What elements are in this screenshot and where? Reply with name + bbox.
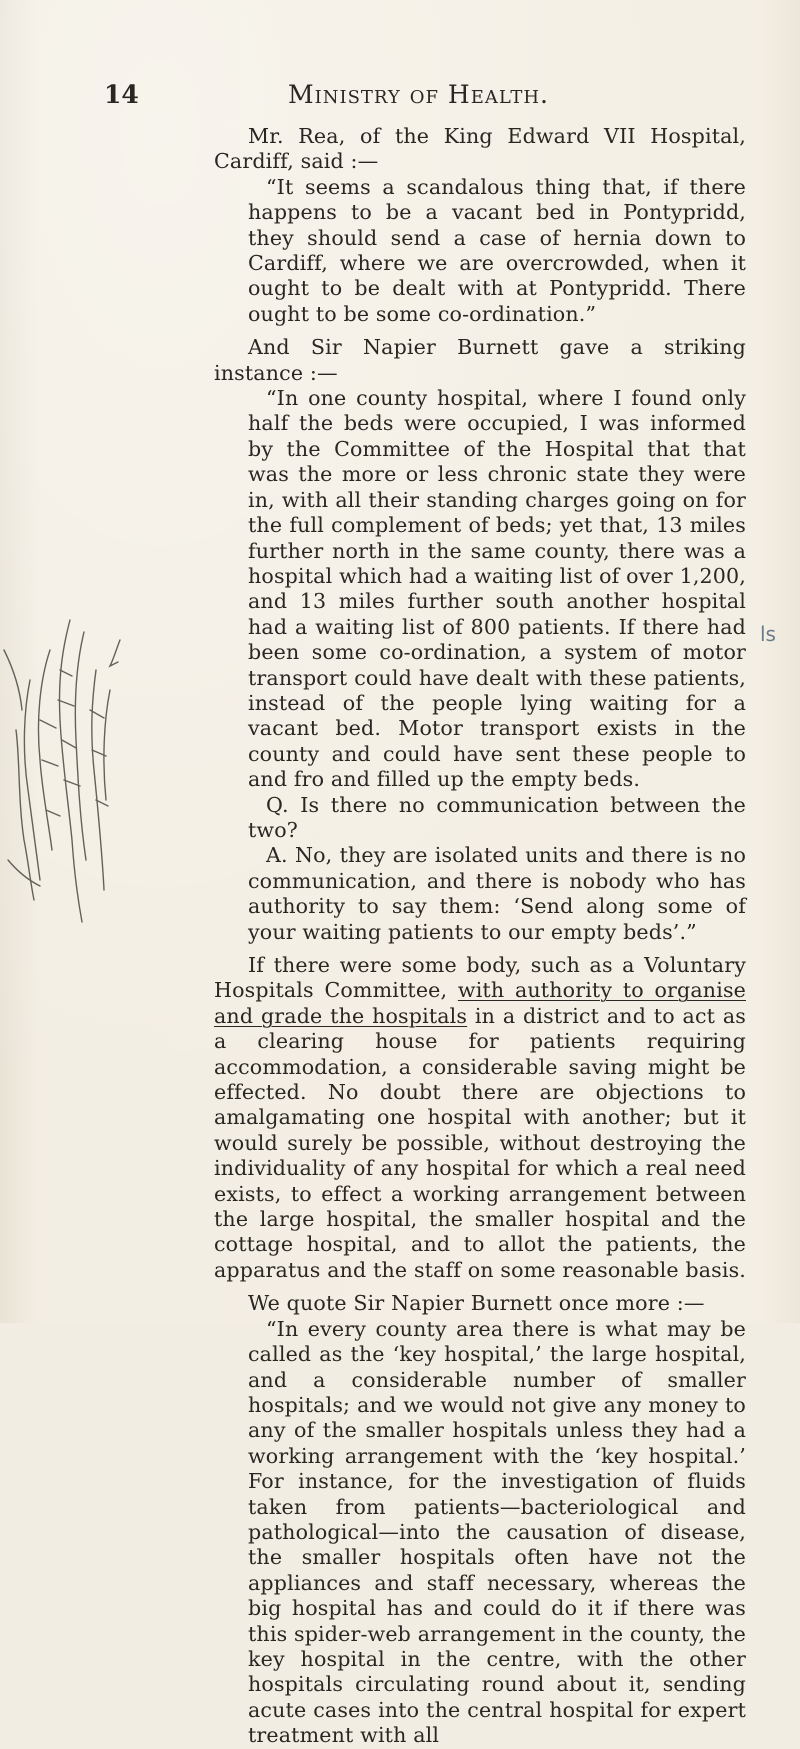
quote-burnett-first-text: “In one county hospital, where I found only half the beds were occupied, I was informed by the Committee of the Hospital that that was the more or less chronic state they were in, with all their standing charges going on for the full complement of beds; yet that, 13 miles further north in the same county, there was a hospital which had a waiting list of over 1,200, and 13 miles further south another hospital had a waiting list of 800 patients. If there had been some co-ordination, a system of motor transport could have dealt with these patients, instead of the people lying waiting for a vacant bed. Motor transport exists in the county and could have sent these people to and fro and filled up the empty beds.	[248, 386, 746, 792]
body-text	[214, 124, 746, 1749]
paragraph-burnett-intro: And Sir Napier Burnett gave a striking instance :—	[214, 335, 746, 385]
quote-burnett-second	[214, 1317, 746, 1749]
paragraph-rea-intro: Mr. Rea, of the King Edward VII Hospital, Cardiff, said :—	[214, 124, 746, 174]
margin-note: ls	[760, 622, 776, 646]
running-head: Ministry of Health.	[288, 80, 550, 109]
quote-answer: A. No, they are isolated units and there is no communication, and there is nobody who has authority to say them: ‘Send along some of your waiting patients to our empty beds’.”	[248, 843, 746, 944]
margin-scribble-drawing	[0, 610, 130, 930]
quote-question: Q. Is there no communication between the two?	[248, 792, 746, 842]
paragraph-burnett-again: We quote Sir Napier Burnett once more :—	[248, 1291, 705, 1316]
quote-burnett-second-text: “In every county area there is what may be called as the ‘key hospital,’ the large hospital, and a considerable number of smaller hospitals; and we would not give any money to any of the smaller hospitals unless they had a working arrangement with the ‘key hospital.’ For instance, for the investigation of fluids taken from patients—bacteriological and pathological—into the causation of disease, the smaller hospitals often have not the appliances and staff necessary, whereas the big hospital has and could do it if there was this spider-web arrangement in the county, the key hospital in the centre, with the other hospitals circulating round about it, sending acute cases into the central hospital for expert treatment with all	[248, 1316, 746, 1748]
page-number: 14	[104, 80, 139, 109]
quote-rea-text: “It seems a scandalous thing that, if there happens to be a vacant bed in Pontypridd, they should send a case of hernia down to Cardiff, where we are overcrowded, when it ought to be dealt with at Pontypridd. There ought to be some co-ordination.”	[248, 174, 746, 326]
quote-rea	[214, 175, 746, 327]
paragraph-committee-underlined: with authority to organise and grade the hospitals	[214, 978, 747, 1028]
paragraph-committee	[214, 953, 746, 1283]
quote-burnett-first	[214, 386, 746, 945]
page-header	[104, 80, 724, 116]
paragraph-committee-start: If there were some body, such as a Voluntary Hospitals Committee,	[214, 953, 746, 1003]
paragraph-committee-end: in a district and to act as a clearing house for patients requiring accommodation, a considerable saving might be effected. No doubt there are objections to amalgamating one hospital with another; but it would surely be possible, without destroying the individuality of any hospital for which a real need exists, to effect a working arrangement between the large hospital, the smaller hospital and the cottage hospital, and to allot the patients, the apparatus and the staff on some reasonable basis.	[214, 1003, 747, 1282]
